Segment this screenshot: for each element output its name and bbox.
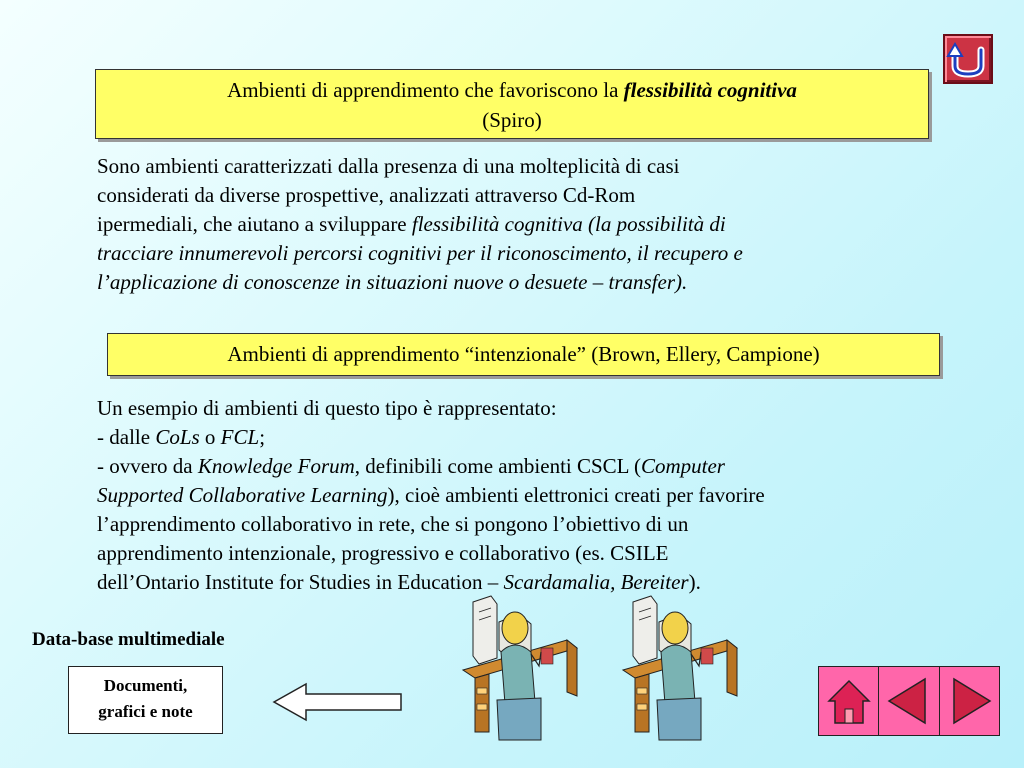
next-slide-button[interactable]: [940, 667, 999, 735]
documents-line-2: grafici e note: [98, 702, 193, 721]
u-turn-back-icon: [945, 36, 991, 82]
navigation-bar: [818, 666, 1000, 736]
previous-slide-button[interactable]: [879, 667, 939, 735]
documents-line-1: Documenti,: [103, 676, 188, 695]
students-computers-illustration: [455, 592, 775, 742]
paragraph-flessibilita: Sono ambienti caratterizzati dalla presenza di una molteplicità di casi considerati da diverse prospettive, analizzati attraverso Cd-Rom ipermediali, che aiutano a sviluppare flessibilità cognitiva (la possibilità di tracciare innumerevoli percorsi cognitivi per il riconoscimento, il recupero e l’applicazione di conoscenze in situazioni nuove o desuete – transfer).: [97, 154, 743, 294]
documents-box: [68, 666, 223, 734]
paragraph-esempio: Un esempio di ambienti di questo tipo è rappresentato: - dalle CoLs o FCL; - ovvero da Knowledge Forum, definibili come ambienti CSCL (Computer Supported Collaborative Learning), cioè ambienti elettronici creati per favorire l’apprendimento collaborativo in rete, che si pongono l’obiettivo di un apprendimento intenzionale, progressivo e collaborativo (es. CSILE dell’Ontario Institute for Studies in Education – Scardamalia, Bereiter).: [97, 396, 765, 594]
intenzionale-box: [107, 333, 940, 376]
triangle-right-icon: [940, 667, 1000, 735]
intenzionale-title: Ambienti di apprendimento “intenzionale” (Brown, Ellery, Campione): [227, 342, 820, 366]
header-line-1: Ambienti di apprendimento che favoriscono la flessibilità cognitiva: [227, 78, 797, 102]
header-line-2: (Spiro): [482, 108, 542, 132]
header-box: [95, 69, 929, 139]
database-label: Data-base multimediale: [32, 629, 225, 650]
arrow-left-icon: [272, 682, 404, 722]
back-button[interactable]: [943, 34, 993, 84]
home-icon: [819, 667, 879, 735]
triangle-left-icon: [879, 667, 939, 735]
home-button[interactable]: [819, 667, 879, 735]
